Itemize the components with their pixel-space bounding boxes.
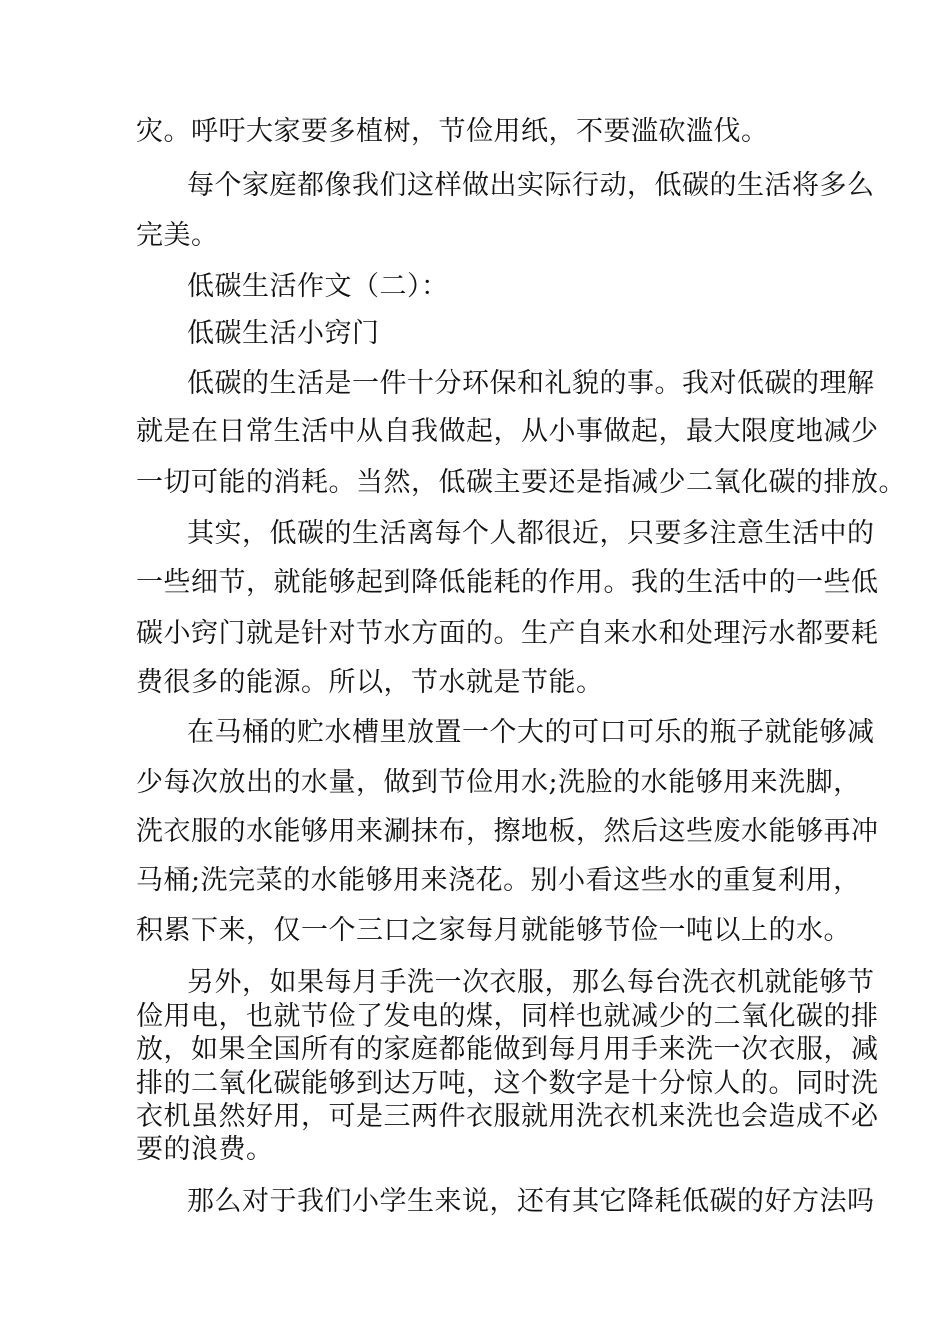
text-line: 另外，如果每月手洗一次衣服，那么每台洗衣机就能够节 xyxy=(187,967,875,998)
text-line: 要的浪费。 xyxy=(136,1134,274,1165)
text-line: 俭用电，也就节俭了发电的煤，同样也就减少的二氧化碳的排 xyxy=(136,1001,879,1032)
text-line: 洗衣服的水能够用来涮抹布，擦地板，然后这些废水能够再冲 xyxy=(136,816,879,847)
section-heading: 低碳生活作文（二）： xyxy=(187,271,449,302)
text-line: 少每次放出的水量，做到节俭用水;洗脸的水能够用来洗脚， xyxy=(136,767,861,798)
text-line: 排的二氧化碳能够到达万吨，这个数字是十分惊人的。同时洗 xyxy=(136,1068,879,1099)
text-line: 每个家庭都像我们这样做出实际行动，低碳的生活将多么 xyxy=(187,170,875,201)
text-line: 积累下来，仅一个三口之家每月就能够节俭一吨以上的水。 xyxy=(136,915,851,946)
text-line: 那么对于我们小学生来说，还有其它降耗低碳的好方法吗 xyxy=(187,1186,875,1217)
text-line: 就是在日常生活中从自我做起，从小事做起，最大限度地减少 xyxy=(136,416,879,447)
text-line: 低碳的生活是一件十分环保和礼貌的事。我对低碳的理解 xyxy=(187,368,875,399)
text-line: 在马桶的贮水槽里放置一个大的可口可乐的瓶子就能够减 xyxy=(187,717,875,748)
text-line: 一切可能的消耗。当然，低碳主要还是指减少二氧化碳的排放。 xyxy=(136,467,906,498)
text-line: 碳小窍门就是针对节水方面的。生产自来水和处理污水都要耗 xyxy=(136,618,879,649)
text-line: 费很多的能源。所以，节水就是节能。 xyxy=(136,667,604,698)
text-line: 完美。 xyxy=(136,220,219,251)
text-line: 放，如果全国所有的家庭都能做到每月用手来洗一次衣服，减 xyxy=(136,1034,879,1065)
text-line: 其实，低碳的生活离每个人都很近，只要多注意生活中的 xyxy=(187,518,875,549)
text-line: 衣机虽然好用，可是三两件衣服就用洗衣机来洗也会造成不必 xyxy=(136,1101,879,1132)
text-line: 一些细节，就能够起到降低能耗的作用。我的生活中的一些低 xyxy=(136,567,879,598)
text-line: 马桶;洗完菜的水能够用来浇花。别小看这些水的重复利用， xyxy=(136,865,861,896)
text-line: 灾。呼吁大家要多植树，节俭用纸，不要滥砍滥伐。 xyxy=(136,116,769,147)
article-title: 低碳生活小窍门 xyxy=(187,318,380,349)
